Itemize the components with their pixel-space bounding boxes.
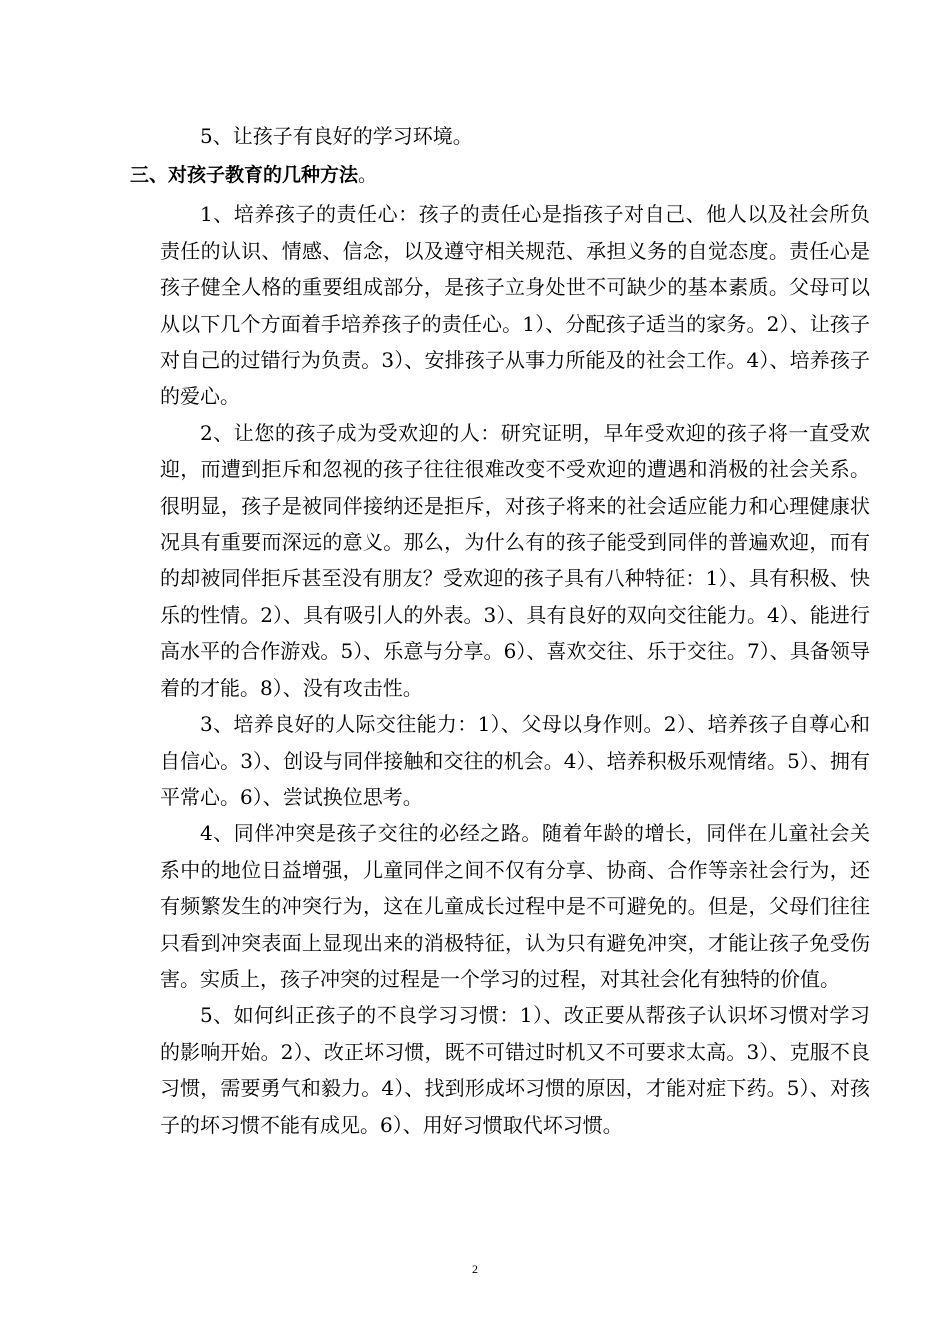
list-item-5: 5、让孩子有良好的学习环境。: [200, 124, 473, 148]
paragraph-study-habits: 5、如何纠正孩子的不良学习习惯：1）、改正要从帮孩子认识坏习惯对学习的影响开始。2）、改正坏习惯，既不可错过时机又不可要求太高。3）、克服不良习惯，需要勇气和毅力。4）、找到形成坏习惯的原因，才能对症下药。5）、对孩子的坏习惯不能有成见。6）、用好习惯取代坏习惯。: [160, 1003, 870, 1137]
section-heading-text: 三、对孩子教育的几种方法: [130, 164, 359, 187]
section-heading: [130, 157, 840, 193]
section-heading-punct: 。: [358, 164, 378, 187]
paragraph-responsibility: 1、培养孩子的责任心：孩子的责任心是指孩子对自己、他人以及社会所负责任的认识、情感、信念，以及遵守相关规范、承担义务的自觉态度。责任心是孩子健全人格的重要组成部分，是孩子立身处世不可缺少的基本素质。父母可以从以下几个方面着手培养孩子的责任心。1）、分配孩子适当的家务。2）、让孩子对自己的过错行为负责。3）、安排孩子从事力所能及的社会工作。4）、培养孩子的爱心。: [160, 202, 870, 409]
paragraph-popularity: 2、让您的孩子成为受欢迎的人：研究证明，早年受欢迎的孩子将一直受欢迎，而遭到拒斥和忽视的孩子往往很难改变不受欢迎的遭遇和消极的社会关系。很明显，孩子是被同伴接纳还是拒斥，对孩子将来的社会适应能力和心理健康状况具有重要而深远的意义。那么，为什么有的孩子能受到同伴的普遍欢迎，而有的却被同伴拒斥甚至没有朋友？受欢迎的孩子具有八种特征：1）、具有积极、快乐的性情。2）、具有吸引人的外表。3）、具有良好的双向交往能力。4）、能进行高水平的合作游戏。5）、乐意与分享。6）、喜欢交往、乐于交往。7）、具备领导着的才能。8）、没有攻击性。: [160, 420, 870, 700]
page-body: [130, 118, 870, 1143]
page-number: 2: [472, 1262, 478, 1276]
paragraph-social-skills: 3、培养良好的人际交往能力：1）、父母以身作则。2）、培养孩子自尊心和自信心。3）、创设与同伴接触和交往的机会。4）、培养积极乐观情绪。5）、拥有平常心。6）、尝试换位思考。: [160, 712, 870, 809]
paragraph-peer-conflict: 4、同伴冲突是孩子交往的必经之路。随着年龄的增长，同伴在儿童社会关系中的地位日益增强，儿童同伴之间不仅有分享、协商、合作等亲社会行为，还有频繁发生的冲突行为，这在儿童成长过程中是不可避免的。但是，父母们往往只看到冲突表面上显现出来的消极特征，认为只有避免冲突，才能让孩子免受伤害。实质上，孩子冲突的过程是一个学习的过程，对其社会化有独特的价值。: [160, 821, 870, 991]
